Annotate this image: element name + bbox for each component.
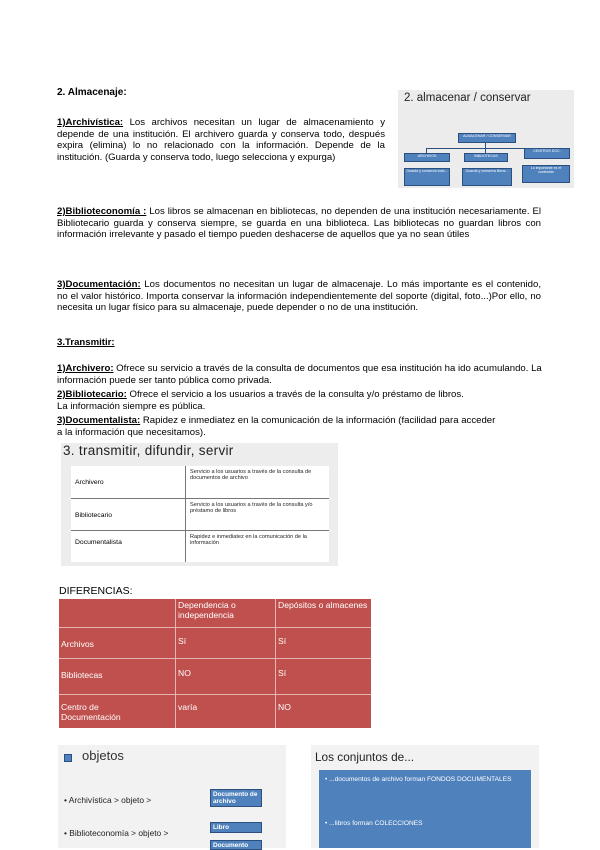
diagram-leaf-1: Guarda y conserva todo...	[404, 168, 450, 186]
transmitir-diagram	[61, 443, 338, 566]
almacenar-diagram	[398, 90, 574, 188]
objetos-slide	[58, 745, 286, 848]
bibliotecario-text: Ofrece el servicio a los usuarios a través de la consulta y/o préstamo de libros. La información siempre es pública.	[57, 389, 464, 412]
transmitir-role: Archivero	[75, 479, 104, 486]
conjuntos-slide	[311, 745, 539, 848]
objetos-title: objetos	[82, 748, 124, 763]
section-2-title: 2. Almacenaje:	[57, 87, 127, 98]
diferencias-cell: Archivos	[61, 639, 94, 649]
documentalista-paragraph	[57, 415, 497, 438]
objetos-item: • Biblioteconomía > objeto >	[64, 828, 169, 838]
bullet-square-icon	[64, 754, 72, 762]
biblioteconomia-paragraph	[57, 206, 541, 241]
biblioteconomia-label: 2)Biblioteconomía :	[57, 206, 147, 217]
bibliotecario-label: 2)Bibliotecario:	[57, 389, 127, 400]
diferencias-cell: Sí	[178, 636, 187, 646]
diferencias-cell: Sí	[278, 636, 287, 646]
almacenar-diagram-title: 2. almacenar / conservar	[404, 92, 531, 104]
conjuntos-item: • ...libros forman COLECCIONES	[325, 820, 423, 827]
documentacion-paragraph	[57, 279, 541, 314]
archivero-paragraph	[57, 363, 543, 386]
conjuntos-title: Los conjuntos de...	[315, 750, 415, 764]
diferencias-header: Dependencia o independencia	[178, 600, 236, 620]
section-3-title: 3.Transmitir:	[57, 337, 115, 348]
transmitir-role: Bibliotecario	[75, 512, 113, 519]
diagram-node-archivos: ARCHIVOS	[404, 153, 450, 162]
transmitir-table	[71, 466, 329, 562]
transmitir-row	[71, 498, 329, 531]
transmitir-role: Documentalista	[75, 539, 122, 546]
diferencias-cell: NO	[278, 702, 291, 712]
bibliotecario-paragraph	[57, 389, 477, 412]
documentacion-text: Los documentos no necesitan un lugar de almacenaje. Lo más importante es el contenido, no el valor histórico. Importa conservar la información independientemente del soporte (digital, foto...)Por ello, no necesita un lugar físico para su almacenaje, puede depender o no de una institución.	[57, 279, 541, 314]
archivistica-paragraph	[57, 117, 385, 163]
objetos-tag: Documento	[210, 840, 262, 850]
conjuntos-panel	[319, 770, 531, 848]
objetos-item: • Archivística > objeto >	[64, 795, 152, 805]
archivistica-label: 1)Archivística:	[57, 117, 124, 128]
conjuntos-item: • ...documentos de archivo forman FONDOS DOCUMENTALES	[325, 776, 512, 783]
diagram-leaf-2: Guarda y conserva libros...	[462, 168, 512, 186]
diferencias-cell: Centro de Documentación	[61, 702, 121, 722]
diferencias-cell: varía	[178, 702, 198, 712]
transmitir-desc: Rapidez e inmediatez en la comunicación de la información	[190, 534, 307, 547]
transmitir-diagram-title: 3. transmitir, difundir, servir	[63, 443, 234, 458]
archivero-label: 1)Archivero:	[57, 363, 114, 374]
diagram-node-centros: CENTROS DOC.	[524, 148, 570, 159]
archivistica-text: Los archivos necesitan un lugar de almacenamiento y depende de una institución. El archivero guarda y conserva todo, después expira (elimina) lo no relacionado con la información. Depende de la institución. (Guarda y conserva todo, luego selecciona y expurga)	[57, 117, 385, 163]
diagram-node-bibliotecas: BIBLIOTECAS	[464, 153, 508, 162]
transmitir-row	[71, 466, 329, 498]
objetos-tag: Libro	[210, 822, 262, 833]
biblioteconomia-text: Los libros se almacenan en bibliotecas, no dependen de una institución necesariamente. El Bibliotecario guarda y conserva siempre, se guarda en una biblioteca. Las bibliotecas no guardan libros con información irrelevante y pasado el tiempo pueden deshacerse de aquellos que ya no sean útiles	[57, 206, 542, 241]
transmitir-row	[71, 530, 329, 563]
diagram-root-node: ALMACENAR / CONSERVAR	[458, 133, 516, 143]
objetos-tag: Documento de archivo	[210, 789, 262, 807]
diferencias-cell: Sí	[278, 668, 287, 678]
diferencias-table	[59, 599, 371, 728]
documentalista-label: 3)Documentalista:	[57, 415, 141, 426]
archivero-text: Ofrece su servicio a través de la consulta de documentos que esa institución ha ido acumulando. La información puede ser tanto pública como privada.	[57, 363, 542, 386]
diferencias-cell: NO	[178, 668, 191, 678]
diagram-leaf-3: Lo importante es el contenido	[522, 165, 570, 183]
diferencias-header: Depósitos o almacenes	[278, 600, 368, 610]
diferencias-cell: Bibliotecas	[61, 670, 103, 680]
documentacion-label: 3)Documentación:	[57, 279, 141, 290]
transmitir-desc: Servicio a los usuarios a través de la consulta de documentos de archivo	[190, 469, 312, 482]
documentalista-text: Rapidez e inmediatez en la comunicación de la información (facilidad para acceder a la información que necesitamos).	[57, 415, 496, 438]
diferencias-title: DIFERENCIAS:	[59, 585, 133, 597]
transmitir-desc: Servicio a los usuarios a través de la consulta y/o préstamo de libros	[190, 502, 313, 515]
